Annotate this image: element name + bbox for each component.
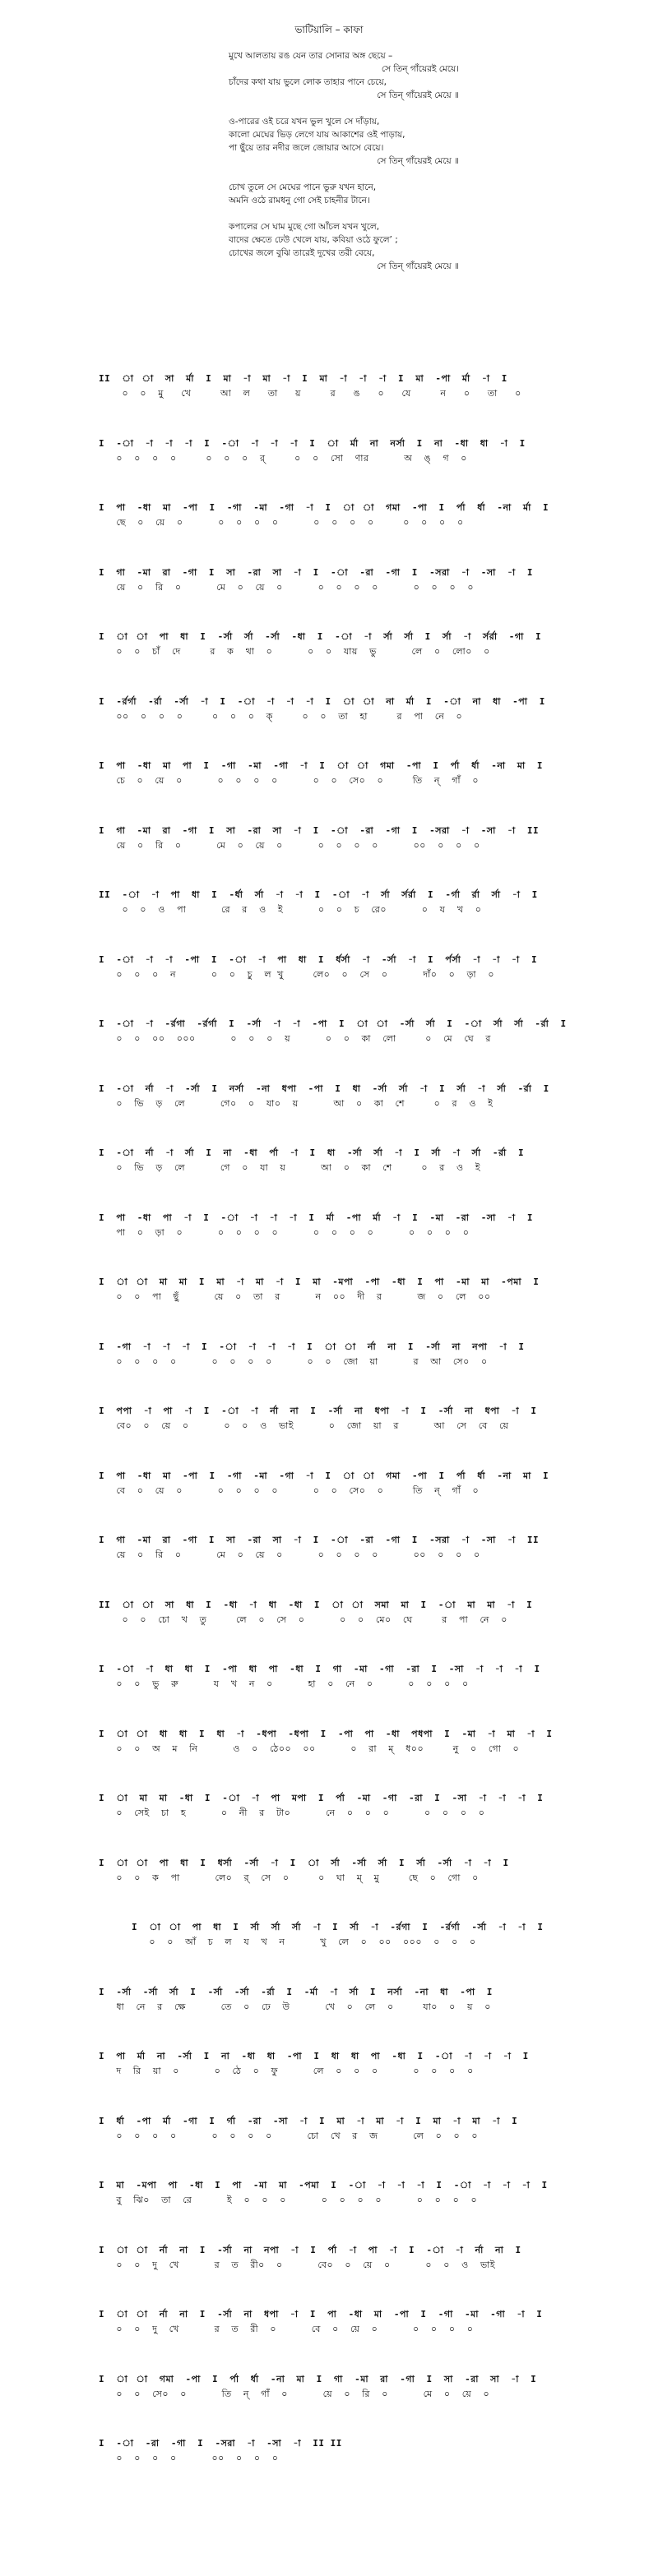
swara-line: I গা -মা রা -গা I সা -রা সা -া I -া -রা -গা I -সরা -া -সা -া II bbox=[99, 1535, 540, 1545]
poem-line: অমনি ওঠে রামধনু গো সেই চাহনীর টানে। bbox=[229, 196, 370, 205]
notation-row bbox=[99, 1275, 559, 1308]
notation-row bbox=[99, 2436, 559, 2469]
swara-line: I া মা মা -ধা I -া -া পা মপা I র্পা -মা -গা -রা I -সা -া -া -া I bbox=[99, 1793, 544, 1803]
notation-row bbox=[99, 2049, 559, 2082]
poem-line: মুখে আলতায় রঙ যেন তার সোনার অঙ্গ ছেয়ে – bbox=[229, 51, 393, 61]
swara-line: I -া র্না -া -র্সা I নর্সা -না ধপা -পা I ধা -র্সা র্সা -া I র্সা -া র্সা -র্রা I bbox=[99, 1083, 549, 1094]
swara-line: I -া -রা -গা I -সরা -া -সা -া II II bbox=[99, 2438, 342, 2449]
lyric-line: ০ ০ মু খে আ ল তা য় র ঙ ০ যে ন ০ তা ০ bbox=[99, 388, 521, 399]
swara-line: I র্ধা -পা র্মা -গা I র্গা -রা -সা -া I মা -া মা -া I মা -া মা -া I bbox=[99, 2115, 518, 2126]
swara-line: I গা -মা রা -গা I সা -রা সা -া I -া -রা -গা I -সরা -া -সা -া II bbox=[99, 824, 540, 836]
poem-line: চাঁদের কথা যায় ভুলে লোক তাহার পানে চেয়ে, bbox=[229, 77, 387, 87]
lyric-line: ছে ০ য়ে ০ ০ ০ ০ ০ ০ ০ ০ ০ ০ ০ ০ ০ bbox=[99, 517, 464, 528]
lyric-line: চে ০ য়ে ০ ০ ০ ০ ০ ০ ০ সে০ ০ তি ন্ গাঁ ০ bbox=[99, 775, 480, 786]
notation-row bbox=[99, 1211, 559, 1244]
notation-row bbox=[99, 1404, 559, 1437]
lyric-line: ০ ০ আঁ চ ল য খ ন খু লে ০ ০০ ০০০ ০ ০ ০ bbox=[132, 1937, 476, 1947]
swara-line: I -া র্না -া র্সা I না -ধা র্পা -া I ধা -র্সা র্সা -া I র্সা -া র্সা -র্রা I bbox=[99, 1147, 525, 1158]
lyric-line: ০ ০ ০০ ০০০ ০ ০ ০ য় ০ ০ কা লো ০ মে ঘে র bbox=[99, 1033, 491, 1044]
poem-line: সে তিন্ গাঁয়েরই মেয়ে। bbox=[381, 64, 459, 74]
lyric-line: ০ ০ ও পা রে র ও ই ০ ০ চ রে০ ০ য খ ০ bbox=[99, 904, 482, 915]
notation-row bbox=[99, 759, 559, 792]
lyric-line: ০ ০ চো খ তু লে ০ সে ০ ০ ০ মে০ ঘে র পা নে ০ bbox=[99, 1613, 507, 1625]
lyric-line: ০ ০ ভু রু য খ ন ০ হা ০ নে ০ ০ ০ ০ ০ bbox=[99, 1678, 469, 1689]
swara-line: I -া -া -া -া I -া -া -া -া I া র্মা না নর্সা I না -ধা ধা -া I bbox=[99, 437, 526, 449]
lyric-line: ০ ০ ০ ০ ০ ০ ০ র্ ০ ০ সো ণার অ ঙ্ গ ০ bbox=[99, 452, 467, 464]
swara-line: I পপা -া পা -া I -া -া র্না না I -র্সা না ধপা -া I -র্সা না ধপা -া I bbox=[99, 1406, 537, 1416]
poem-line: চোখ তুলে সে মেঘের পানে ভুরু যখন হানে, bbox=[229, 182, 377, 192]
swara-line: I া া গমা -পা I র্পা র্ধা -না মা I গা -মা রা -গা I সা -রা সা -া I bbox=[99, 2373, 537, 2384]
swara-line: I া া মা মা I মা -া মা -া I মা -মপা -পা -ধা I পা -মা মা -পমা I bbox=[99, 1276, 540, 1287]
lyric-line: ০ ০ ক পা লে০ র্ সে ০ ০ ঘা ম্ মু ছে ০ গো ০ bbox=[99, 1872, 479, 1883]
poem-line: সে তিন্ গাঁয়েরই মেয়ে ॥ bbox=[377, 261, 459, 271]
notation-row bbox=[132, 1920, 592, 1953]
poem-line bbox=[229, 207, 475, 220]
lyric-line: ০ ০ দু খে র ত রী০ ০ বে০ ০ য়ে ০ ০ ০ ও ভাই bbox=[99, 2259, 496, 2270]
notation-row bbox=[99, 1340, 559, 1373]
swara-line: I া া ধা ধা I ধা -া -ধপা -ধপা I -পা পা -ধা পধপা I -মা -া মা -া I bbox=[99, 1728, 553, 1739]
lyric-line: ০ ০ ০ ন ০ ০ চু ল খু লে০ ০ সে ০ দাঁ০ ০ ড়া ০ bbox=[99, 968, 495, 980]
poem-line: ও-পারের ওই চরে যখন ভুল খুলে সে দাঁড়ায়, bbox=[229, 117, 380, 127]
lyric-line: ০ সেই চা হ ০ নী র টা০ নে ০ ০ ০ ০ ০ ০ ০ bbox=[99, 1807, 485, 1818]
poem-line: সে তিন্ গাঁয়েরই মেয়ে ॥ bbox=[377, 156, 459, 166]
swara-line: I -া -া -র্রগা -র্রর্গা I -র্সা -া -া -পা I া া -র্সা র্সা I -া র্সা র্সা -র্রা I bbox=[99, 1018, 567, 1029]
notation-row bbox=[99, 695, 559, 727]
lyric-line: ০ ০ পা ছুঁ য়ে ০ তা র ন ০০ দী র জ ০ লে ০০ bbox=[99, 1291, 491, 1302]
notation-row bbox=[99, 2243, 559, 2276]
notation-row bbox=[99, 2307, 559, 2340]
swara-line: I গা -মা রা -গা I সা -রা সা -া I -া -রা -গা I -সরা -া -সা -া I bbox=[99, 566, 533, 578]
lyric-line: ০ ০ অ ম নি ও ০ ঠে০০ ০০ ০ রা ম্ ধ০০ নু ০ গো ০ bbox=[99, 1743, 520, 1754]
lyric-line: য়ে ০ রি ০ মে ০ য়ে ০ ০ ০ ০ ০ ০০ ০ ০ ০ bbox=[99, 1549, 480, 1560]
lyric-line: ধা নে র ক্ষে তে ০ ঢে উ খে ০ লে ০ যা০ ০ য় ০ bbox=[99, 2001, 491, 2012]
notation-row bbox=[99, 1598, 559, 1631]
swara-line: I পা -ধা পা -া I -া -া -া -া I র্মা -পা র্মা -া I -মা -রা -সা -া I bbox=[99, 1212, 533, 1223]
notation-row bbox=[99, 1791, 559, 1824]
swara-line: I -গা -া -া -া I -া -া -া -া I া া র্না না I -র্সা না নপা -া I bbox=[99, 1341, 525, 1352]
swara-line: I মা -মপা পা -ধা I পা -মা মা -পমা I -া -া -া -া I -া -া -া -া I bbox=[99, 2180, 548, 2191]
poem-block bbox=[229, 49, 475, 273]
lyric-line: ০ ভি ড় লে গে ০ যা য় আ ০ কা শে ০ র ও ই bbox=[99, 1162, 481, 1173]
swara-line: II া া সা ধা I -ধা -া ধা -ধা I া া সমা মা I -া মা মা -া I bbox=[99, 1599, 533, 1610]
notation-row bbox=[99, 1856, 559, 1889]
lyric-line: ০ ০ চাঁ দে র ক থা ০ ০ ০ যায় ভু লে ০ লো০ ০ bbox=[99, 646, 490, 657]
lyric-line: ০ ০ ০ ০ ০ ০ ০ ০ ০ ০ জো য়া র আ সে০ ০ bbox=[99, 1355, 488, 1367]
notation-row bbox=[99, 1727, 559, 1760]
lyric-line: ০ ০ ০ ০ ০ ০ ০ ০ চো খে র জ লে ০ ০ ০ bbox=[99, 2130, 479, 2141]
swara-line: II া া সা র্মা I মা -া মা -া I মা -া -া -া I মা -পা র্মা -া I bbox=[99, 373, 507, 384]
poem-line: কপালের সে ঘাম মুছে গো আঁচল যখন খুলে, bbox=[229, 222, 380, 232]
lyric-line: বু ঝি০ তা রে ই ০ ০ ০ ০ ০ ০ ০ ০ ০ ০ ০ bbox=[99, 2195, 478, 2205]
poem-line bbox=[229, 168, 475, 181]
swara-line: I -া -া -া -পা I -া -া পা ধা I র্ধর্সা -া -র্সা -া I র্পর্সা -া -া -া I bbox=[99, 953, 538, 965]
swara-line: I া া র্না না I -র্সা না ধপা -া I পা -ধা মা -পা I -গা -মা -গা -া I bbox=[99, 2309, 543, 2320]
swara-line: I পা -ধা মা -পা I -গা -মা -গা -া I া া গমা -পা I র্পা র্ধা -না র্মা I bbox=[99, 502, 549, 513]
swara-line: I -া -া ধা ধা I -পা ধা পা -ধা I গা -মা -গা -রা I -সা -া -া -া I bbox=[99, 1664, 540, 1674]
swara-line: I া া পা ধা I র্সা র্সা র্সা -া I র্সা -া -র্রগা I -র্রর্গা -র্সা -া -া I bbox=[132, 1922, 544, 1932]
swara-line: I পা -ধা মা পা I -গা -মা -গা -া I া া গমা -পা I র্পা র্ধা -না মা I bbox=[99, 760, 543, 771]
notation-row bbox=[99, 436, 559, 469]
notation-row bbox=[99, 953, 559, 986]
swara-line: I া া পা ধা I ধর্সা -র্সা -া I া র্সা -র্সা র্সা I র্সা -র্সা -া -া I bbox=[99, 1857, 509, 1868]
lyric-line: দ রি য়া ০ ০ ঠে ০ ফু লে ০ ০ ০ ০ ০ ০ ০ bbox=[99, 2066, 474, 2076]
notation-row bbox=[99, 1662, 559, 1695]
poem-line: বাদের ক্ষেতে ঢেউ খেলে যায়, কবিয়া ওঠে ফুলে’ ; bbox=[229, 235, 398, 245]
lyric-line: ০ ০ সে০ ০ তি ন্ গাঁ ০ য়ে ০ রি ০ মে ০ য়ে ০ bbox=[99, 2388, 490, 2399]
swara-line: I পা -ধা মা -পা I -গা -মা -গা -া I া া গমা -পা I র্পা র্ধা -না মা I bbox=[99, 1470, 549, 1481]
lyric-line: বে০ ০ য়ে ০ ০ ০ ও ভাই ০ জো য়া র আ সে বে য়ে bbox=[99, 1420, 509, 1431]
notation-row bbox=[99, 1985, 559, 2018]
notation-row bbox=[99, 2372, 559, 2405]
lyric-line: ০০ ০ ০ ০ ০ ০ ০ ক্ ০ ০ তা হা র পা নে ০ bbox=[99, 710, 463, 722]
lyric-line: য়ে ০ রি ০ মে ০ য়ে ০ ০ ০ ০ ০ ০ ০ ০ ০ bbox=[99, 581, 474, 593]
notation-row bbox=[99, 2114, 559, 2147]
notation-row bbox=[99, 888, 559, 921]
lyric-line: পা ০ ড়া ০ ০ ০ ০ ০ ০ ০ ০ ০ ০ ০ ০ ০ bbox=[99, 1226, 470, 1238]
poem-line: কালো মেঘের ভিড় লেগে যায় আকাশের ওই পাড়ায়, bbox=[229, 130, 405, 140]
poem-line: চোখের জলে বুঝি তারেই দুখের তরী বেয়ে, bbox=[229, 248, 375, 258]
page-title: ভাটিয়ালি – কাফা bbox=[294, 24, 364, 35]
notation-row bbox=[99, 824, 559, 856]
swara-line: I া া র্না না I -র্সা না নপা -া I র্পা -া পা -া I -া -া র্না না I bbox=[99, 2244, 521, 2255]
lyric-line: ০ ০ দু খে র ত রী ০ বে ০ য়ে ০ ০ ০ ০ ০ bbox=[99, 2324, 474, 2334]
swara-line: I -র্রর্গা -র্রা -র্সা -া I -া -া -া -া I া া না র্মা I -া না ধা -পা I bbox=[99, 695, 545, 707]
poem-line: পা ছুঁয়ে তার নদীর জলে জোয়ার আসে বেয়ে। bbox=[229, 143, 384, 153]
notation-row bbox=[99, 1146, 559, 1179]
swara-line: I া া পা ধা I -র্সা র্সা -র্সা -ধা I -া -া র্সা র্সা I র্সা -া র্সর্রা -গা I bbox=[99, 631, 542, 642]
notation-row bbox=[99, 501, 559, 533]
swara-line: II -া -া পা ধা I -র্ধা র্সা -া -া I -া -া র্সা র্সর্রা I -র্গা র্রা র্সা -া I bbox=[99, 889, 538, 900]
notation-row bbox=[99, 2178, 559, 2211]
poem-line bbox=[229, 102, 475, 115]
notation-row bbox=[99, 566, 559, 598]
lyric-line: ০ ০ ০ ০ ০০ ০ ০ ০ bbox=[99, 2453, 279, 2463]
notation-row bbox=[99, 372, 559, 404]
notation-row bbox=[99, 630, 559, 662]
notation-row bbox=[99, 1533, 559, 1566]
lyric-line: ০ ভি ড় লে গে০ ০ যা০ য় আ ০ কা শে ০ র ও ই bbox=[99, 1097, 494, 1109]
poem-line: সে তিন্ গাঁয়েরই মেয়ে ॥ bbox=[377, 90, 459, 100]
swara-line: I পা র্মা না -র্সা I না -ধা ধা -পা I ধা ধা পা -ধা I -া -া -া -া I bbox=[99, 2051, 529, 2061]
notation-row bbox=[99, 1082, 559, 1115]
notation-row bbox=[99, 1469, 559, 1502]
lyric-line: বে ০ য়ে ০ ০ ০ ০ ০ ০ ০ সে০ ০ তি ন্ গাঁ ০ bbox=[99, 1484, 480, 1496]
swara-line: I -র্সা -র্সা র্সা I -র্সা -র্সা -র্রা I -র্মা -া র্সা I নর্সা -না ধা -পা I bbox=[99, 1986, 493, 1997]
notation-row bbox=[99, 1017, 567, 1050]
lyric-line: য়ে ০ রি ০ মে ০ য়ে ০ ০ ০ ০ ০ ০০ ০ ০ ০ bbox=[99, 839, 480, 851]
